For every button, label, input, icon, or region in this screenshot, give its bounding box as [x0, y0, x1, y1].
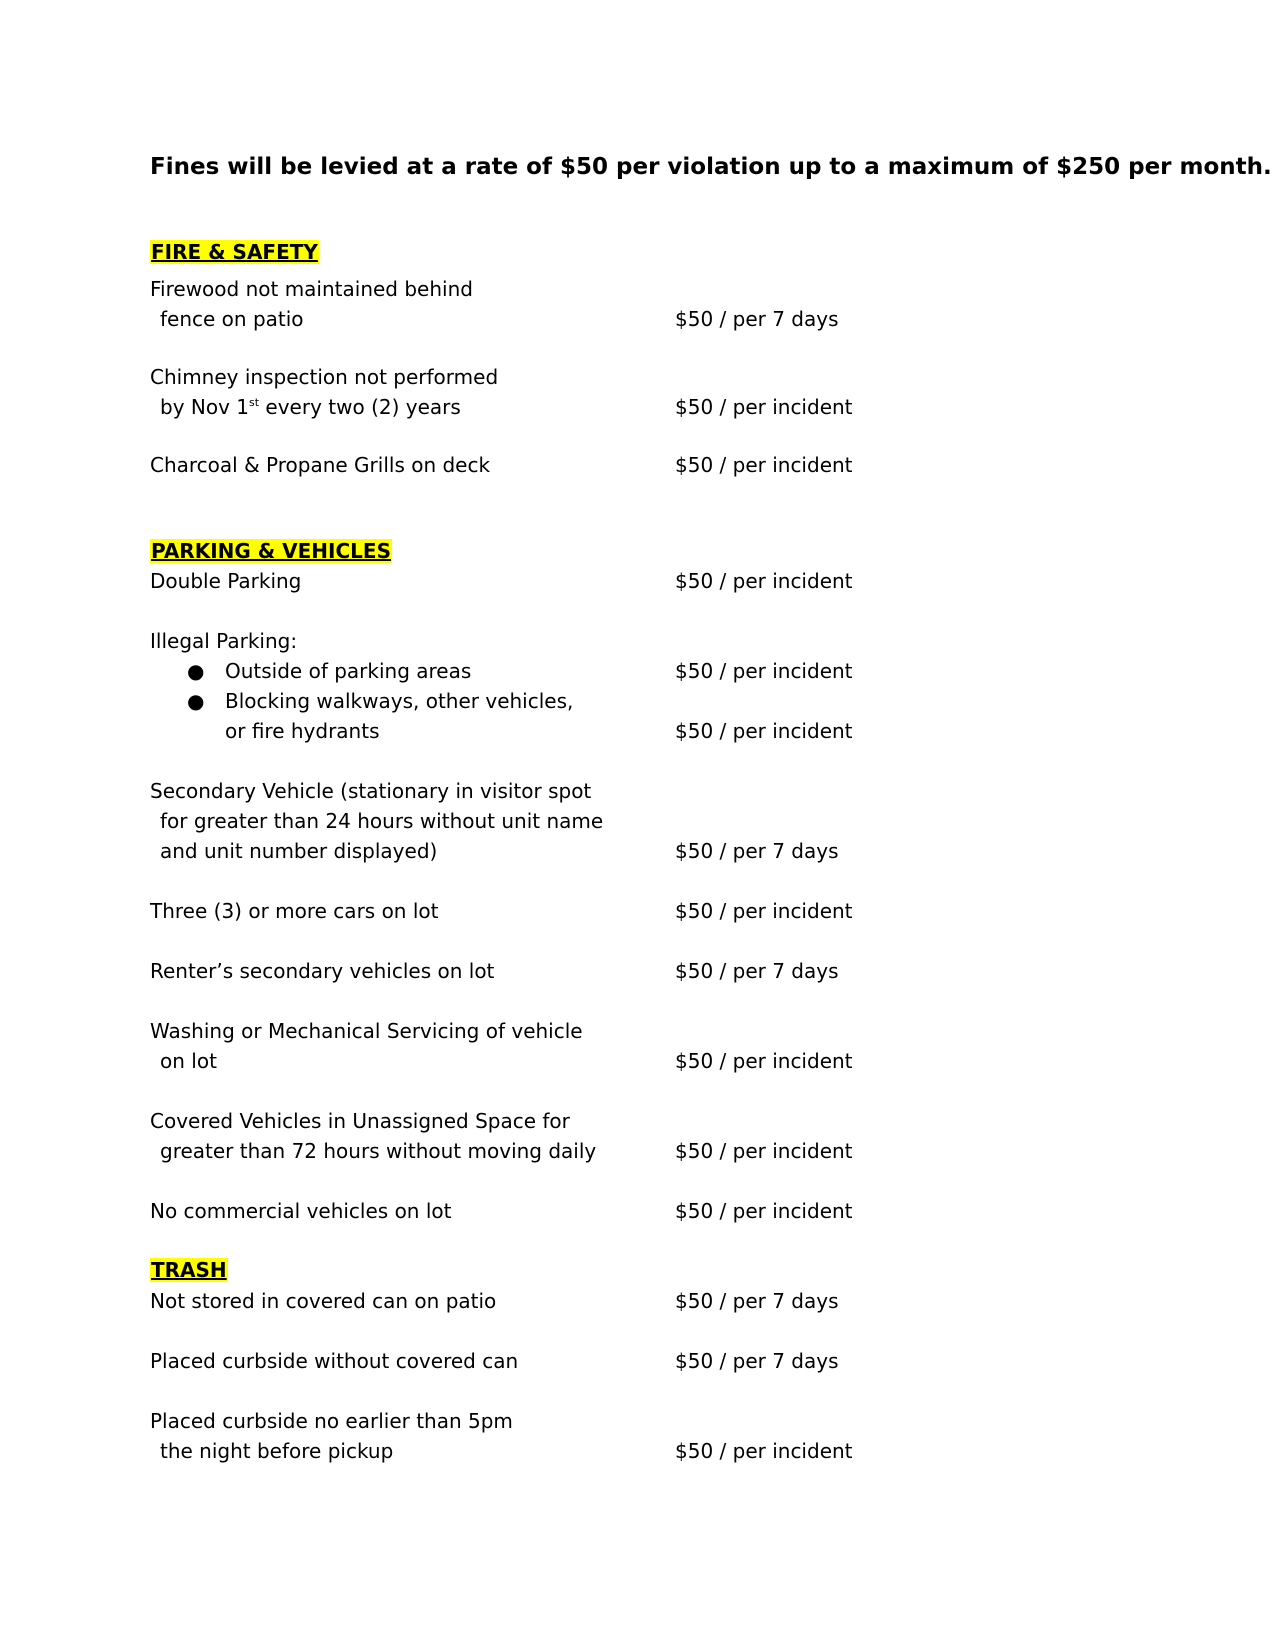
violation-text-line: No commercial vehicles on lot — [150, 1199, 452, 1223]
violation-text-line: Chimney inspection not performed — [150, 365, 499, 389]
violation-covered-vehicles — [150, 1106, 596, 1166]
violation-text-line: Placed curbside no earlier than 5pm — [150, 1409, 513, 1433]
bullet: ● — [187, 659, 205, 683]
violation-not-stored — [150, 1286, 496, 1316]
violation-double-parking — [150, 566, 301, 596]
violation-text-line: Blocking walkways, other vehicles, — [225, 689, 574, 713]
fine-amount: $50 / per 7 days — [675, 1289, 839, 1313]
violation-text-line: Placed curbside without covered can — [150, 1349, 519, 1373]
fine-amount: $50 / per incident — [675, 719, 853, 743]
violation-text-line: for greater than 24 hours without unit name — [160, 809, 604, 833]
violation-text-line: the night before pickup — [160, 1439, 394, 1463]
section-heading-fire-safety — [150, 238, 319, 266]
text-part: by Nov 1 — [160, 395, 250, 419]
violation-text-line: Firewood not maintained behind — [150, 277, 473, 301]
violation-text-line: greater than 72 hours without moving daily — [160, 1139, 597, 1163]
bullet: ● — [187, 689, 205, 713]
violation-text-line: Covered Vehicles in Unassigned Space for — [150, 1109, 570, 1133]
fine-amount: $50 / per incident — [675, 1139, 853, 1163]
violation-text-line: on lot — [160, 1049, 217, 1073]
fine-amount: $50 / per incident — [675, 453, 853, 477]
violation-text-line: and unit number displayed) — [160, 839, 438, 863]
violation-text-line: or fire hydrants — [225, 719, 380, 743]
page-title: Fines will be levied at a rate of $50 per violation up to a maximum of $250 per month. — [150, 154, 1272, 180]
section-heading-parking-vehicles — [150, 537, 392, 565]
heading-highlight: FIRE & SAFETY — [151, 240, 318, 264]
violation-washing-servicing — [150, 1016, 583, 1076]
heading-highlight: PARKING & VEHICLES — [151, 539, 391, 563]
fine-amount: $50 / per 7 days — [675, 1349, 839, 1373]
violation-grills — [150, 450, 490, 480]
section-heading-trash — [150, 1256, 228, 1284]
fine-amount: $50 / per incident — [675, 395, 853, 419]
violation-curbside-time — [150, 1406, 513, 1466]
list-item — [150, 656, 750, 686]
fine-amount: $50 / per incident — [675, 1199, 853, 1223]
violation-curbside-no-can — [150, 1346, 518, 1376]
fine-amount: $50 / per incident — [675, 899, 853, 923]
violation-commercial-vehicles — [150, 1196, 451, 1226]
list-item — [150, 686, 750, 746]
violation-text-line: Outside of parking areas — [225, 659, 472, 683]
violation-text-line: Double Parking — [150, 569, 302, 593]
violation-illegal-parking — [150, 626, 297, 656]
violation-text-line: Charcoal & Propane Grills on deck — [150, 453, 491, 477]
violation-secondary-vehicle — [150, 776, 603, 866]
fine-amount: $50 / per 7 days — [675, 839, 839, 863]
violation-text-line: Not stored in covered can on patio — [150, 1289, 497, 1313]
fine-amount: $50 / per incident — [675, 1049, 853, 1073]
superscript: st — [249, 396, 260, 409]
fine-amount: $50 / per incident — [675, 1439, 853, 1463]
text-part: every two (2) years — [259, 395, 461, 419]
fine-amount: $50 / per incident — [675, 569, 853, 593]
violation-text-line: Three (3) or more cars on lot — [150, 899, 439, 923]
violation-renter-vehicles — [150, 956, 494, 986]
fine-amount: $50 / per incident — [675, 659, 853, 683]
violation-text-line: fence on patio — [160, 307, 304, 331]
violation-text-line: Washing or Mechanical Servicing of vehicle — [150, 1019, 583, 1043]
violation-text-line: Secondary Vehicle (stationary in visitor spot — [150, 779, 592, 803]
heading-highlight: TRASH — [151, 1258, 227, 1282]
violation-text-line — [150, 392, 498, 422]
violation-text-line: Illegal Parking: — [150, 629, 298, 653]
violation-three-cars — [150, 896, 438, 926]
fine-amount: $50 / per 7 days — [675, 307, 839, 331]
violation-firewood — [150, 274, 473, 334]
fine-amount: $50 / per 7 days — [675, 959, 839, 983]
violation-text-line: Renter’s secondary vehicles on lot — [150, 959, 495, 983]
violation-chimney — [150, 362, 498, 422]
